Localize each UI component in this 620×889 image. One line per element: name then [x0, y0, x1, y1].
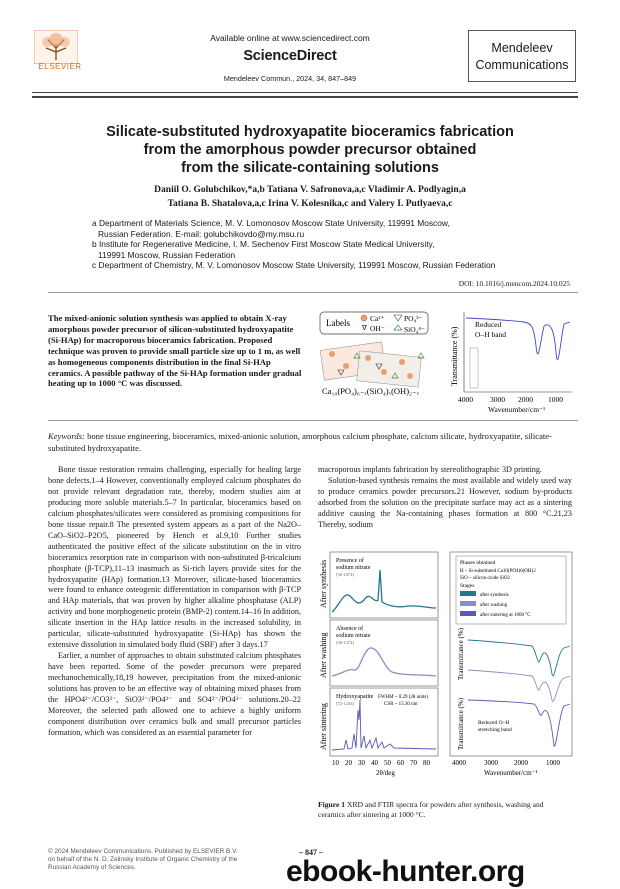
xrd-xtick: 40 — [371, 759, 378, 767]
abstract-rule-top — [48, 292, 578, 293]
ca-ion-icon — [361, 315, 367, 321]
ftir-xlabel: Wavenumber/cm⁻¹ — [484, 769, 538, 777]
journal-name-line1: Mendeleev — [491, 41, 553, 55]
ga-xtick: 1000 — [548, 395, 563, 404]
xrd-x-axis — [332, 759, 431, 777]
panel1-ref: [36-1474] — [336, 572, 354, 577]
legend-swatch-sintering — [460, 611, 476, 616]
ion-sio4-label: SiO₄⁴⁻ — [404, 325, 425, 334]
caption-text: XRD and FTIR spectra for powders after synthesis, washing and ceramics after sintering at 1000 °C. — [318, 800, 544, 819]
particle-cluster — [320, 342, 424, 387]
sciencedirect-brand[interactable]: ScienceDirect — [243, 48, 337, 64]
affiliation-a-email[interactable]: Russian Federation. E-mail: golubchikovdo@my.msu.ru — [98, 228, 305, 239]
available-online-link[interactable]: Available online at www.sciencedirect.com — [210, 33, 370, 43]
ftir-annot-line2: stretching band — [478, 727, 512, 733]
journal-name — [468, 40, 576, 74]
ftir-xtick: 4000 — [452, 759, 466, 767]
labels-title: Labels — [326, 318, 350, 328]
ftir-annot-line1: Reduced O–H — [478, 720, 510, 726]
xrd-xtick: 50 — [384, 759, 391, 767]
doi-link[interactable]: DOI: 10.1016/j.mencom.2024.10.025 — [458, 279, 570, 288]
body-column-left — [48, 465, 301, 739]
graphical-abstract — [318, 306, 576, 414]
journal-citation: Mendeleev Commun., 2024, 34, 847–849 — [223, 74, 357, 83]
ga-xtick: 3000 — [490, 395, 505, 404]
legend-swatch-synthesis — [460, 591, 476, 596]
publisher-logo-text: ELSEVIER — [38, 62, 82, 71]
ftir-xtick: 2000 — [514, 759, 528, 767]
paragraph-synthesis: Solution-based synthesis remains the most available and widely used way to produce ceramics powder precursors.21 However, sodium by-products adsorbed from the solution on the precipitate surface may act as a sintering additive causing the Na-containing phases formation at 800 °C.21,23 Thereby, sodium — [318, 475, 572, 529]
ion-po4-label: PO₄³⁻ — [404, 314, 423, 323]
affiliation-c: c Department of Chemistry, M. V. Lomonosov Moscow State University, 119991 Moscow, Russian Federation — [92, 260, 496, 271]
title-line: Silicate-substituted hydroxyapatite bioceramics fabrication — [106, 124, 514, 140]
ftir-xtick: 3000 — [484, 759, 498, 767]
legend-item: after sintering at 1000 °C — [480, 613, 531, 618]
caption-label: Figure 1 — [318, 800, 346, 809]
row-label-washing: After washing — [319, 632, 328, 678]
watermark-text: ebook-hunter.org — [286, 855, 525, 888]
keywords-label: Keywords: — [48, 431, 85, 441]
affiliation-b: b Institute for Regenerative Medicine, I. M. Sechenov First Moscow State Medical University, — [92, 239, 435, 250]
panel1-note: sodium nitrate — [336, 565, 371, 571]
article-title — [60, 123, 560, 177]
keywords — [48, 431, 576, 454]
row-label-synthesis: After synthesis — [319, 559, 328, 608]
figure-1-caption — [318, 800, 572, 820]
panel2-note: sodium nitrate — [336, 633, 371, 639]
row-label-sintering: After sintering — [319, 703, 328, 750]
elsevier-tree-logo — [34, 30, 78, 64]
paragraph-continuation: macroporous implants fabrication by stereolithographic 3D printing. — [318, 465, 542, 474]
title-line: from the amorphous powder precursor obtained — [143, 142, 477, 158]
affiliation-b-cont: 119991 Moscow, Russian Federation — [98, 249, 236, 260]
panel2-ref: [36-1474] — [336, 640, 354, 645]
ga-band-box — [470, 348, 478, 388]
xrd-xtick: 20 — [345, 759, 352, 767]
legend-item: after synthesis — [480, 593, 509, 598]
panel2-note: Absence of — [336, 626, 364, 632]
page-number: – 847 – — [299, 848, 323, 857]
xrd-xlabel: 2θ/deg — [376, 769, 395, 777]
abstract-text: The mixed-anionic solution synthesis was applied to obtain X-ray amorphous powder precursor of silicon-substituted hydroxyapatite (Si-HAp) for macroporous bioceramics fabrication. Proposed technique was proven to provide small particle size up to 1 m, as well as homogeneous components distribution in the final Si-HAp ceramics. A possible pathway of the Si-HAp formation under gradual heating up to 1000 °C was discussed. — [48, 313, 302, 389]
xrd-xtick: 10 — [332, 759, 339, 767]
affiliation-a: a Department of Materials Science, M. V. Lomonosov Moscow State University, 119991 Moscow, — [92, 218, 450, 228]
xrd-xtick: 70 — [410, 759, 417, 767]
ga-xtick: 2000 — [518, 395, 533, 404]
ftir-x-axis — [452, 759, 561, 777]
legend-item: after washing — [480, 603, 508, 608]
oh-ion-icon: ᐁ — [362, 324, 367, 332]
author-line: Tatiana B. Shatalova,a,c Irina V. Kolesnika,c and Valery I. Putlyaeva,c — [167, 198, 453, 209]
ftir-ylabel-lower: Transmittance (%) — [457, 697, 465, 750]
title-line: from the silicate-containing solutions — [181, 160, 439, 176]
body-column-right — [318, 465, 572, 531]
footer-line: © 2024 Mendeleev Communications. Published by ELSEVIER B.V. — [48, 848, 238, 855]
ga-xlabel: Wavenumber/cm⁻¹ — [488, 405, 546, 414]
panel1-note: Presence of — [336, 558, 364, 564]
panel3-ref: [72-1243] — [336, 701, 354, 706]
keywords-list: bone tissue engineering, bioceramics, mixed-anionic solution, amorphous calcium phosphate, calcium silicate, hydroxyapatite, silicate-substituted hydroxyapatite. — [48, 431, 552, 453]
ftir-xtick: 1000 — [546, 759, 560, 767]
footer-line: Russian Academy of Sciences. — [48, 864, 136, 871]
ftir-ylabel-upper: Transmittance (%) — [457, 627, 465, 680]
csr-label: CSR ~ 15.30 nm — [384, 702, 418, 707]
ga-annot-line1: Reduced — [475, 320, 502, 329]
legend-h: H – Si-substituted Ca10(PO4)6(OH)2 — [460, 569, 536, 574]
affiliations — [92, 218, 562, 271]
ion-oh-label: OH⁻ — [370, 324, 385, 333]
legend-stages: Stages — [460, 583, 475, 589]
legend-s: SiO – silicon oxide SiO2 — [460, 576, 511, 581]
header-rule-thin — [32, 92, 578, 93]
xrd-xtick: 60 — [397, 759, 404, 767]
abstract-rule-bottom — [48, 420, 578, 421]
header-rule-thick — [32, 96, 578, 98]
legend-swatch-washing — [460, 601, 476, 606]
xrd-xtick: 30 — [358, 759, 365, 767]
legend-title: Phases obtained — [460, 560, 496, 566]
paragraph-intro: Bone tissue restoration remains challenging, especially for healing large bone defects.1–4 However, conventionally employed calcium phosphates do not provide relevant degradation rate, thereby, modern studies aim at producing more soluble materials.5–7 In particular, bioceramics based on calcium phosphates/silicates were considered as promising compositions for bone tissue repair.8 The presented system appears as a part of the Na2O–CaO–SiO2–P2O5, pioneered by Hench et al.9,10 Further studies authenticated the positive effect of the silicate substitution on the in vitro bioceramics resorption rate in comparison with non-substituted β-tricalcium phosphate (β-TCP),11–13 inasmuch as Si-rich layers provide sites for the hydroxyapatite (HAp) formation.13 Moreover, silicate-based bioceramics were found to enhance osteogenic differentiation in comparison with β-TCP and HAp materials, that was proven by higher alkaline phosphatase (ALP) activity and bone morphogenetic protein (BMP-2) content.14–16 In addition, silicate insertion in the HAp lattice results in the increased solubility, in particular, silicate-substituted hydroxyapatite (Si-HAp) has shown the extensive dissolution in simulated body fluid (SBF) after 3 days.17 — [48, 465, 301, 650]
paragraph-approaches: Earlier, a number of approaches to obtain substituted calcium phosphates have been reported. Some of the powder precursors were prepared mechanochemically,18,19 however, precipitation from the mixed-anionic solutions has proven to be an effective way of obtaining mixed phases from the HPO4²⁻/CO3²⁻, SiO3²⁻/PO4³⁻ and SO4²⁻/PO4³⁻ solutions.20–22 Moreover, the selected path allowed one to achieve a highly uniform component distribution over ceramics bulk and small precursor particles formation, which was considered as an essential parameter for — [48, 651, 301, 737]
author-list — [110, 184, 510, 211]
journal-name-line2: Communications — [475, 58, 569, 72]
footer-line: on behalf of the N. D. Zelinsky Institute of Organic Chemistry of the — [48, 856, 238, 863]
fwhm-label: FWHM ~ 0.29 (2θ units) — [378, 695, 428, 700]
xrd-xtick: 80 — [423, 759, 430, 767]
ga-xtick: 4000 — [458, 395, 473, 404]
ion-ca-label: Ca²⁺ — [370, 314, 385, 323]
ga-ylabel: Transmittance (%) — [450, 326, 459, 386]
figure-1 — [318, 550, 574, 796]
author-line: Daniil O. Golubchikov,*a,b Tatiana V. Safronova,a,c Vladimir A. Podlyagin,a — [154, 185, 466, 195]
panel3-note: Hydroxyapatite — [336, 694, 374, 700]
si-hap-formula: Ca₁₀(PO₄)₆₋ₓ(SiO₄)ₓ(OH)₂₋ₓ — [322, 386, 419, 396]
ga-annot-line2: O–H band — [475, 330, 507, 339]
